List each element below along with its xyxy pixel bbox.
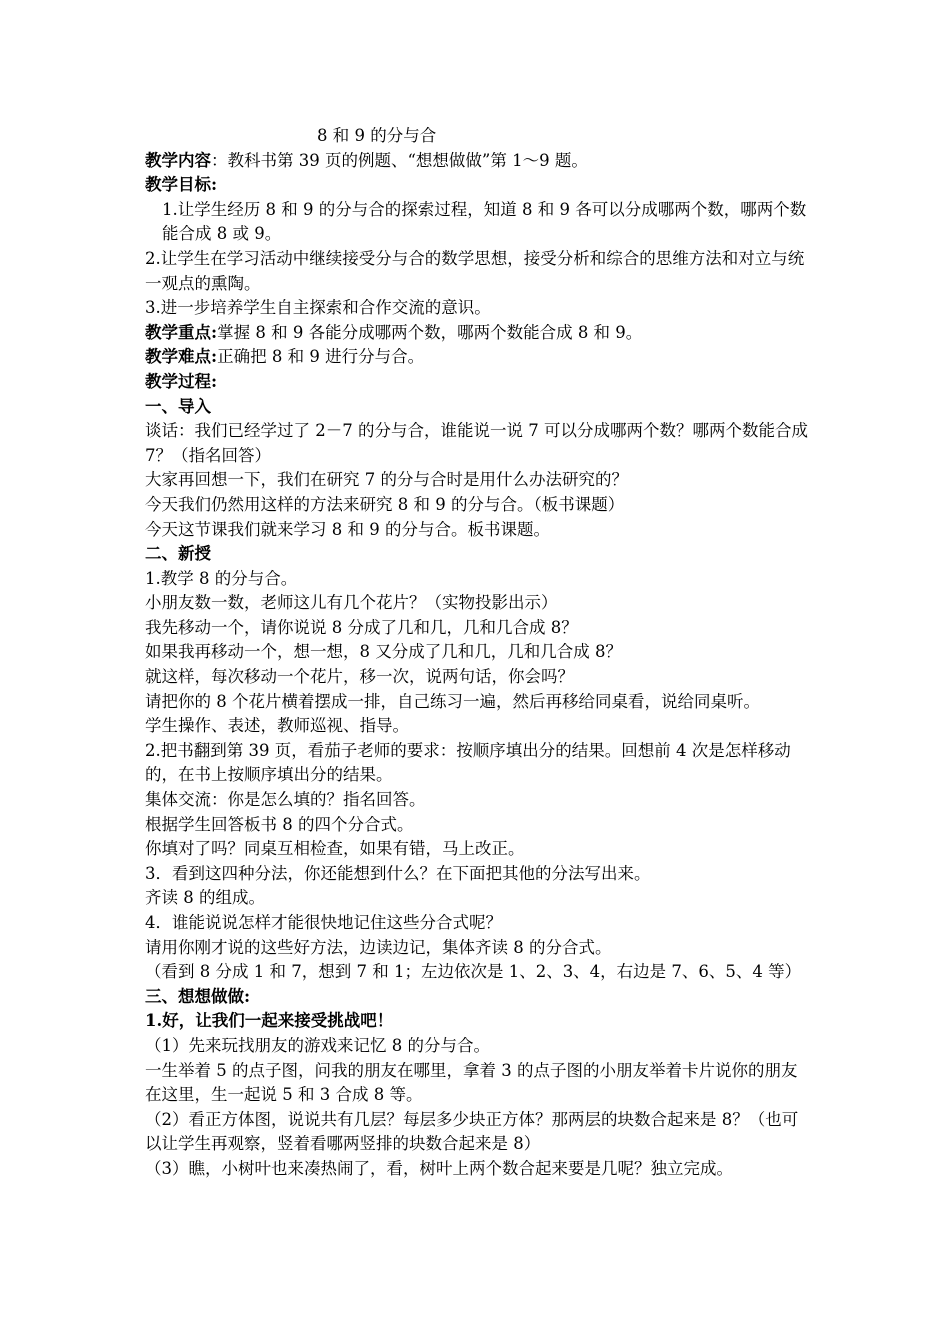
teaching-goal-3: 3.进一步培养学生自主探索和合作交流的意识。 [145,298,491,318]
paragraph: （看到 8 分成 1 和 7，想到 7 和 1；左边依次是 1、2、3、4，右边是 7、6、5、4 等） [145,962,802,982]
paragraph: 我先移动一个，请你说说 8 分成了几和几，几和几合成 8？ [145,617,578,637]
paragraph: 根据学生回答板书 8 的四个分合式。 [145,814,414,834]
paragraph: 一生举着 5 的点子图，问我的朋友在哪里，拿着 3 的点子图的小朋友举着卡片说你的朋友在这里，生一起说 5 和 3 合成 8 等。 [145,1060,798,1105]
paragraph: 请把你的 8 个花片横着摆成一排，自己练习一遍，然后再移给同桌看，说给同桌听。 [145,691,760,711]
teaching-content-text: ：教科书第 39 页的例题、“想想做做”第 1～9 题。 [211,150,588,170]
challenge-line: 1.好，让我们一起来接受挑战吧！ [145,1011,394,1031]
paragraph: 今天这节课我们就来学习 8 和 9 的分与合。板书课题。 [145,519,550,539]
difficult-points [145,345,811,370]
paragraph: （2）看正方体图，说说共有几层？每层多少块正方体？那两层的块数合起来是 8？（也可以让学生再观察，竖着看哪两竖排的块数合起来是 8） [145,1109,799,1154]
difficult-points-label: 教学难点: [145,347,218,367]
paragraph: 就这样，每次移动一个花片，移一次，说两句话，你会吗？ [145,667,574,687]
paragraph: 请用你刚才说的这些好方法，边读边记，集体齐读 8 的分合式。 [145,937,612,957]
paragraph: 1.教学 8 的分与合。 [145,568,298,588]
teaching-goal-2: 2.让学生在学习活动中继续接受分与合的数学思想，接受分析和综合的思维方法和对立与统一观点的熏陶。 [145,248,805,293]
section-new-lesson-heading: 二、新授 [145,544,211,564]
paragraph: 谈话：我们已经学过了 2－7 的分与合，谁能说一说 7 可以分成哪两个数？哪两个数能合成 7？（指名回答） [145,421,808,465]
paragraph: （1）先来玩找朋友的游戏来记忆 8 的分与合。 [145,1035,490,1055]
document-body [145,124,811,1182]
teaching-goal-1: 1.让学生经历 8 和 9 的分与合的探索过程，知道 8 和 9 各可以分成哪两个数，哪两个数能合成 8 或 9。 [162,199,807,244]
document-title: 8 和 9 的分与合 [317,126,437,145]
paragraph: 集体交流：你是怎么填的？指名回答。 [145,790,426,810]
paragraph: 小朋友数一数，老师这儿有几个花片？（实物投影出示） [145,593,558,613]
paragraph: 你填对了吗？同桌互相检查，如果有错，马上改正。 [145,839,525,859]
teaching-content-label: 教学内容 [145,150,211,170]
paragraph: 如果我再移动一个，想一想，8 又分成了几和几，几和几合成 8？ [145,642,622,662]
key-points-text: 掌握 8 和 9 各能分成哪两个数，哪两个数能合成 8 和 9。 [217,322,643,342]
paragraph: （3）瞧，小树叶也来凑热闹了，看，树叶上两个数合起来要是几呢？独立完成。 [145,1158,733,1178]
difficult-points-text: 正确把 8 和 9 进行分与合。 [217,347,425,367]
teaching-content [145,149,811,174]
teaching-goals-heading: 教学目标: [145,175,218,195]
key-points [145,321,811,346]
paragraph: 4．谁能说说怎样才能很快地记住这些分合式呢？ [145,913,502,932]
section-intro-heading: 一、导入 [145,396,211,416]
paragraph: 齐读 8 的组成。 [145,888,265,908]
paragraph: 2.把书翻到第 39 页，看茄子老师的要求：按顺序填出分的结果。回想前 4 次是怎样移动的，在书上按顺序填出分的结果。 [145,740,791,785]
key-points-label: 教学重点: [145,322,218,342]
section-practice-heading: 三、想想做做: [145,986,251,1006]
paragraph: 今天我们仍然用这样的方法来研究 8 和 9 的分与合。（板书课题） [145,494,625,514]
paragraph: 学生操作、表述，教师巡视、指导。 [145,716,409,736]
paragraph: 大家再回想一下，我们在研究 7 的分与合时是用什么办法研究的？ [145,470,628,490]
teaching-process-heading: 教学过程: [145,371,218,391]
paragraph: 3．看到这四种分法，你还能想到什么？在下面把其他的分法写出来。 [145,863,651,883]
